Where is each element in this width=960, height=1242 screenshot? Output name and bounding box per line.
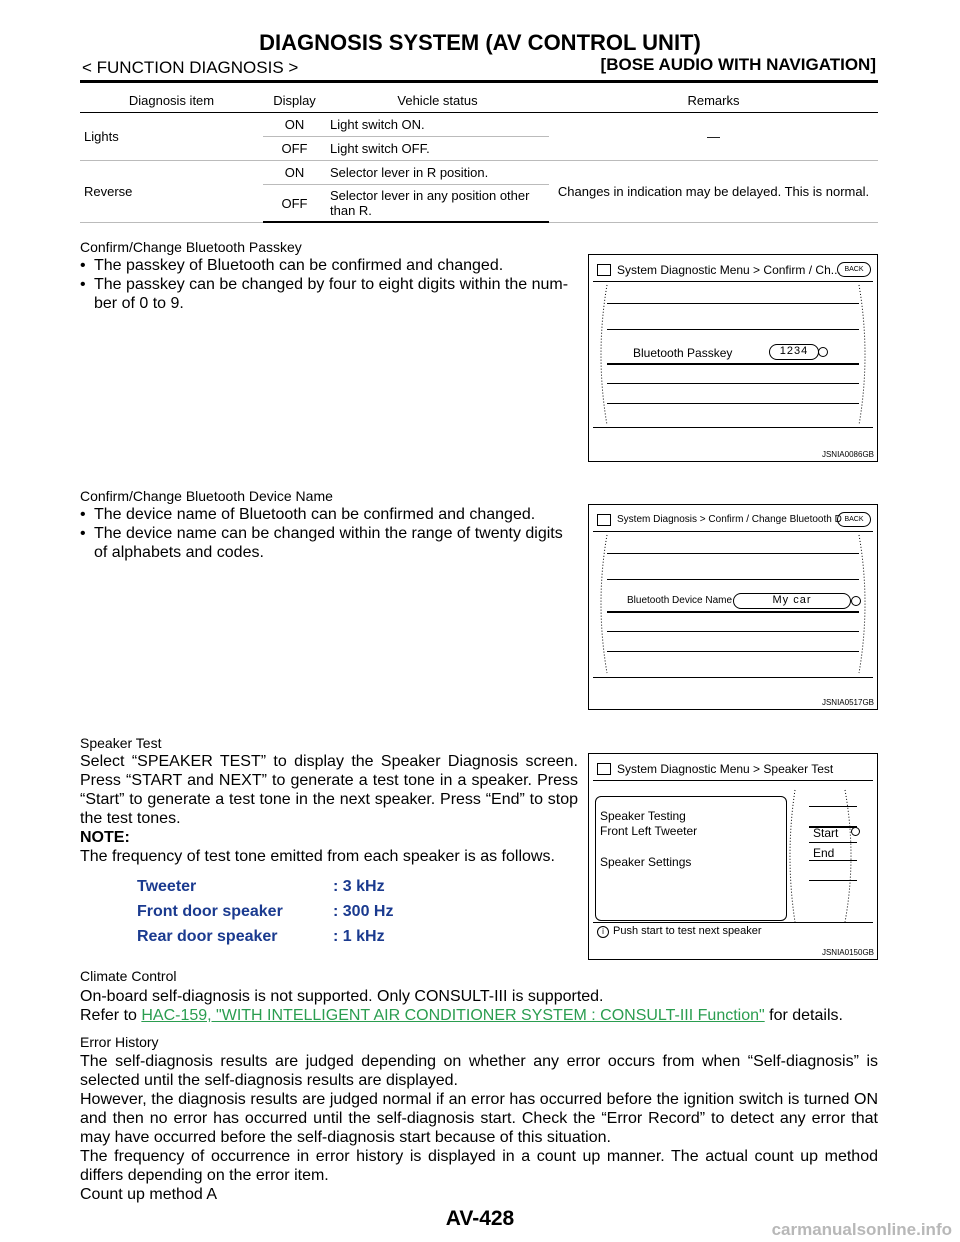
page-number: AV-428 — [445, 1207, 515, 1230]
scroll-knob-icon — [851, 827, 860, 836]
menu-icon — [597, 264, 611, 276]
refer-prefix: Refer to — [80, 1007, 142, 1024]
figure-code: JSNIA0086GB — [821, 450, 874, 459]
system-label: [BOSE AUDIO WITH NAVIGATION] — [600, 55, 876, 74]
list-item: • The passkey of Bluetooth can be confirmed and changed. — [80, 256, 578, 275]
screen-footer-hint: Push start to test next speaker — [613, 925, 762, 937]
scroll-knob-icon — [851, 596, 861, 606]
passkey-row-label: Bluetooth Passkey — [633, 346, 733, 360]
list-item: • The device name of Bluetooth can be confirmed and changed. — [80, 505, 578, 524]
passkey-screen-figure — [588, 254, 878, 462]
list-divider — [809, 880, 857, 881]
screen-footer-divider — [593, 427, 873, 428]
back-button[interactable]: BACK — [837, 512, 871, 527]
passkey-bullets — [80, 256, 578, 313]
error-heading: Error History — [80, 1034, 159, 1050]
watermark: carmanualsonline.info — [771, 1220, 952, 1239]
list-divider — [607, 403, 859, 404]
column-header: Remarks — [549, 88, 878, 113]
screen-title: System Diagnosis > Confirm / Change Bluetooth D — [617, 514, 842, 525]
list-item — [137, 903, 437, 928]
list-divider — [607, 553, 859, 554]
speaker-testing-label: Speaker Testing — [600, 809, 686, 823]
column-header: Diagnosis item — [80, 88, 263, 113]
table-cell: Lights — [80, 113, 263, 161]
header-rule — [80, 80, 878, 83]
climate-refer — [80, 1006, 843, 1025]
speaker-heading: Speaker Test — [80, 735, 162, 751]
list-divider — [607, 363, 859, 365]
devicename-screen-figure — [588, 504, 878, 710]
menu-icon — [597, 514, 611, 526]
list-divider — [607, 631, 859, 632]
table-row — [80, 161, 878, 185]
screen-title: System Diagnostic Menu > Speaker Test — [617, 762, 834, 776]
speaker-name: Front door speaker — [137, 903, 283, 920]
speaker-frequency: : 3 kHz — [333, 878, 385, 895]
start-button[interactable]: Start — [813, 826, 839, 840]
list-item — [137, 928, 437, 953]
paragraph: The self-diagnosis results are judged depending on whether any error occurs from when “Self-diagnosis” is selected until the self-diagnosis results are displayed. — [80, 1053, 878, 1089]
reference-link[interactable]: HAC-159, "WITH INTELLIGENT AIR CONDITIONER SYSTEM : CONSULT-III Function" — [141, 1007, 765, 1024]
list-divider — [607, 383, 859, 384]
list-divider — [809, 860, 857, 861]
column-header: Display — [263, 88, 326, 113]
speaker-paragraph: Select “SPEAKER TEST” to display the Speaker Diagnosis screen. Press “START and NEXT” to generate a test tone in a speaker. Press “Start” to generate a test tone in the next speaker. Press “End” to stop the test tones. — [80, 753, 578, 827]
speaker-name: Rear door speaker — [137, 928, 278, 945]
list-item — [137, 878, 437, 903]
speaker-screen-figure — [588, 753, 878, 960]
table-row — [80, 113, 878, 137]
table-cell: OFF — [263, 185, 326, 223]
list-divider — [809, 806, 857, 807]
speaker-frequency: : 1 kHz — [333, 928, 385, 945]
screen-title: System Diagnostic Menu > Confirm / Ch... — [617, 263, 841, 277]
info-icon: i — [597, 926, 609, 938]
devicename-value-field[interactable]: My car — [733, 593, 851, 609]
passkey-heading: Confirm/Change Bluetooth Passkey — [80, 239, 302, 255]
table-cell: Light switch ON. — [326, 113, 549, 137]
list-divider — [607, 303, 859, 304]
speaker-frequency: : 300 Hz — [333, 903, 394, 920]
table-cell: Selector lever in R position. — [326, 161, 549, 185]
paragraph: The frequency of occurrence in error history is displayed in a count up manner. The actual count up method differs depending on the error item. — [80, 1148, 878, 1184]
climate-text: On-board self-diagnosis is not supported. Only CONSULT-III is supported. — [80, 988, 604, 1005]
devicename-bullets — [80, 505, 578, 562]
table-cell: Reverse — [80, 161, 263, 223]
column-header: Vehicle status — [326, 88, 549, 113]
paragraph: Count up method A — [80, 1186, 217, 1203]
end-button[interactable]: End — [813, 846, 835, 860]
table-cell: ON — [263, 161, 326, 185]
note-text: The frequency of test tone emitted from each speaker is as follows. — [80, 848, 555, 865]
list-divider — [809, 842, 857, 843]
speaker-name: Tweeter — [137, 878, 197, 895]
screen-title-bar — [593, 259, 873, 282]
error-text — [80, 1052, 878, 1204]
list-divider — [607, 579, 859, 580]
passkey-value-field[interactable]: 1234 — [769, 344, 819, 360]
note-label: NOTE: — [80, 829, 130, 846]
page-title: DIAGNOSIS SYSTEM (AV CONTROL UNIT) — [259, 30, 701, 55]
list-divider — [607, 611, 859, 613]
section-label: < FUNCTION DIAGNOSIS > — [82, 58, 299, 77]
devicename-row-label: Bluetooth Device Name — [627, 595, 733, 606]
list-item: • The passkey can be changed by four to eight digits within the num-ber of 0 to 9. — [80, 275, 578, 313]
list-divider — [607, 651, 859, 652]
paragraph: However, the diagnosis results are judged normal if an error has occurred before the ignition switch is turned ON and then no error has occurred until the self-diagnosis start. Check the “Error Record” to detect any error that may have occurred before the self-diagnosis start because of this situation. — [80, 1091, 878, 1146]
speaker-info-panel — [595, 796, 787, 921]
figure-code: JSNIA0150GB — [821, 948, 874, 957]
table-cell: Light switch OFF. — [326, 137, 549, 161]
table-cell: — — [549, 113, 878, 161]
scroll-knob-icon — [818, 347, 828, 357]
table-cell: Changes in indication may be delayed. This is normal. — [549, 161, 878, 223]
screen-footer-divider — [593, 677, 873, 678]
list-divider — [607, 329, 859, 330]
back-button[interactable]: BACK — [837, 262, 871, 277]
speaker-current-label: Front Left Tweeter — [600, 824, 698, 838]
frequency-list — [137, 878, 437, 953]
screen-title-bar — [593, 509, 873, 532]
screen-title-bar — [593, 758, 873, 781]
menu-icon — [597, 763, 611, 775]
refer-suffix: for details. — [764, 1007, 843, 1024]
devicename-heading: Confirm/Change Bluetooth Device Name — [80, 488, 333, 504]
table-header-row — [80, 88, 878, 113]
table-cell: ON — [263, 113, 326, 137]
list-item: • The device name can be changed within the range of twenty digits of alphabets and codes. — [80, 524, 578, 562]
speaker-settings-label: Speaker Settings — [600, 855, 692, 869]
screen-footer-divider — [593, 922, 873, 923]
table-cell: OFF — [263, 137, 326, 161]
diagnosis-table — [80, 88, 878, 223]
climate-heading: Climate Control — [80, 968, 177, 984]
table-cell: Selector lever in any position other than R. — [326, 185, 549, 223]
figure-code: JSNIA0517GB — [821, 698, 874, 707]
